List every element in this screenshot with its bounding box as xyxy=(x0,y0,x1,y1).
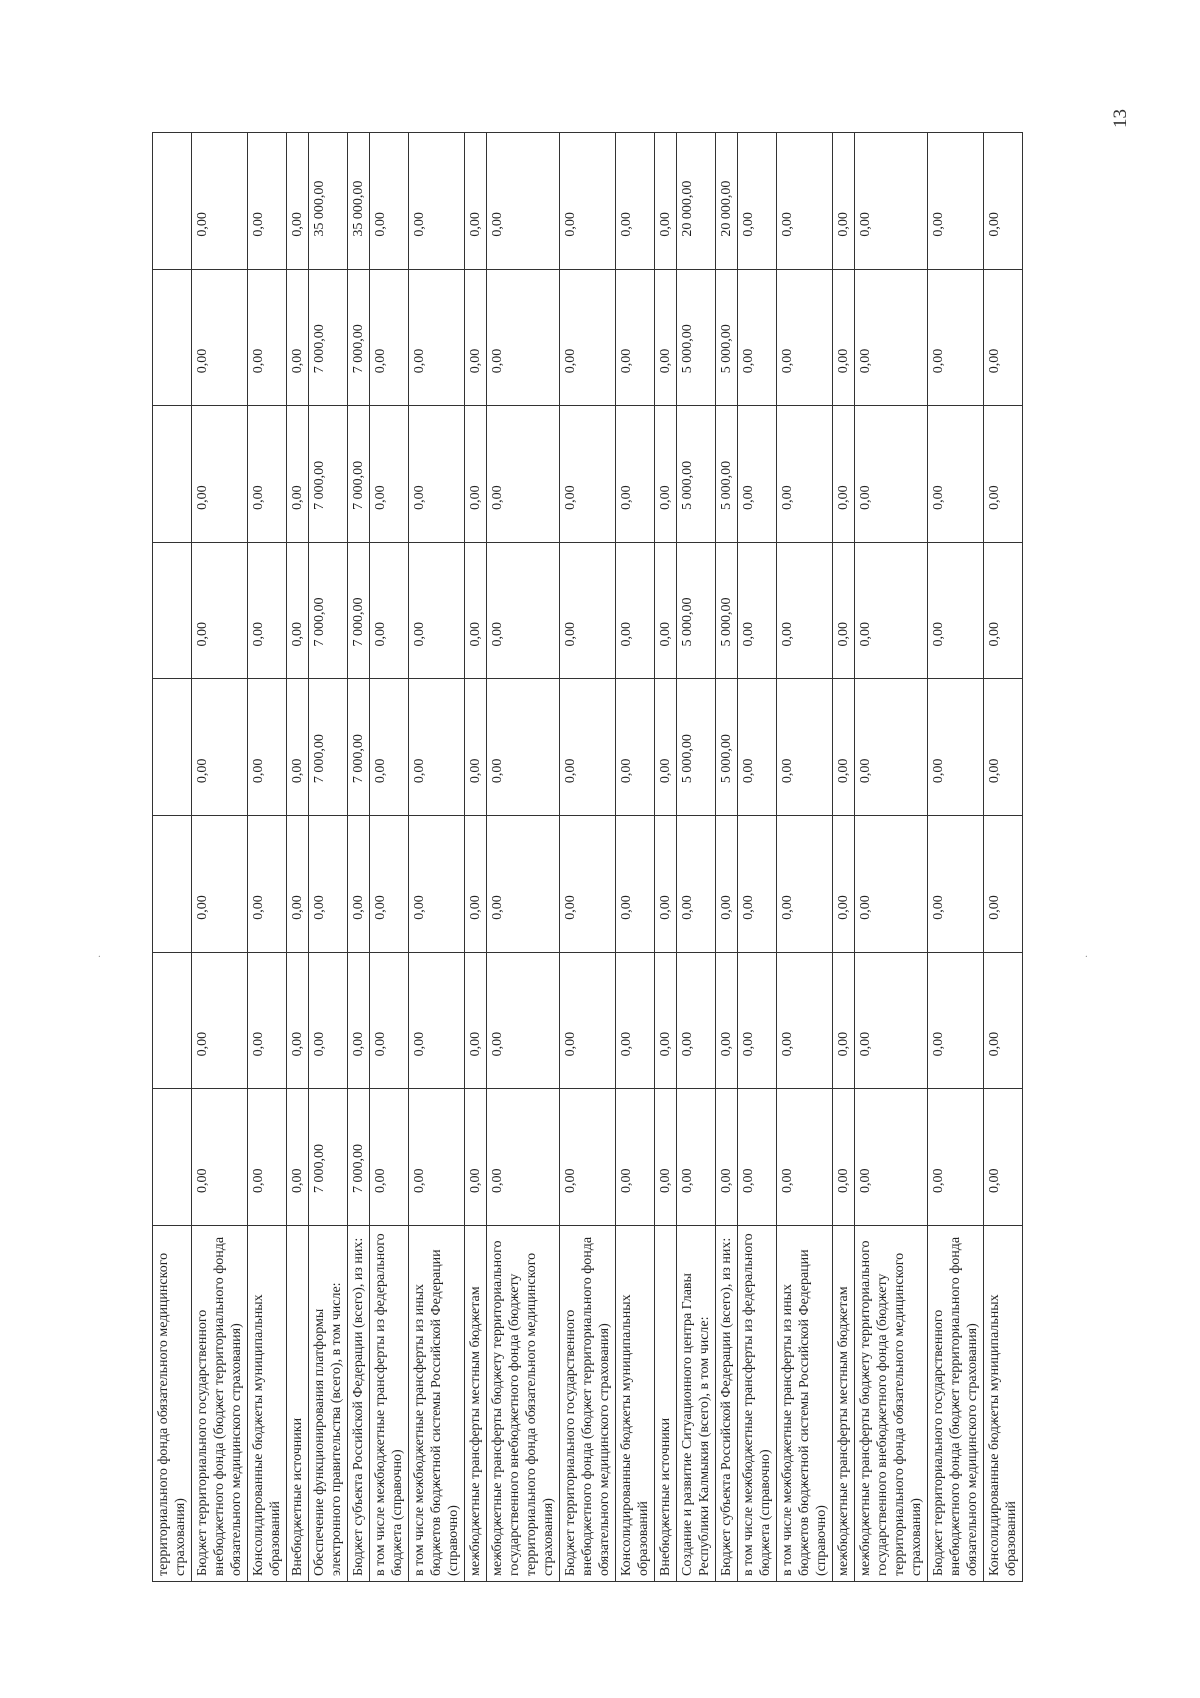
value-cell: 0,00 xyxy=(248,952,287,1089)
table-row xyxy=(716,133,738,1582)
table-row xyxy=(560,133,616,1582)
value-cell: 0,00 xyxy=(465,952,487,1089)
value-cell: 0,00 xyxy=(777,816,833,953)
value-cell: 0,00 xyxy=(487,542,560,679)
table-row xyxy=(153,133,192,1582)
value-cell: 7 000,00 xyxy=(348,679,370,816)
value-cell: 0,00 xyxy=(738,269,777,406)
value-cell: 0,00 xyxy=(655,269,677,406)
value-cell: 7 000,00 xyxy=(348,406,370,543)
value-cell: 0,00 xyxy=(370,406,409,543)
value-cell: 0,00 xyxy=(287,816,309,953)
value-cell: 0,00 xyxy=(833,542,855,679)
value-cell: 0,00 xyxy=(777,406,833,543)
value-cell: 7 000,00 xyxy=(348,1089,370,1226)
table-row xyxy=(984,133,1023,1582)
value-cell: 0,00 xyxy=(738,952,777,1089)
value-cell: 0,00 xyxy=(616,542,655,679)
table-row xyxy=(833,133,855,1582)
value-cell: 0,00 xyxy=(984,542,1023,679)
value-cell: 0,00 xyxy=(370,1089,409,1226)
table-row xyxy=(409,133,465,1582)
value-cell: 7 000,00 xyxy=(348,542,370,679)
table-row xyxy=(465,133,487,1582)
row-label: Внебюджетные источники xyxy=(655,1226,677,1582)
value-cell xyxy=(153,1089,192,1226)
value-cell: 0,00 xyxy=(928,133,984,270)
value-cell: 0,00 xyxy=(192,133,248,270)
value-cell: 0,00 xyxy=(855,269,928,406)
row-label: в том числе межбюджетные трансферты из иных бюджетов бюджетной системы Российской Федерации (справочно) xyxy=(777,1226,833,1582)
value-cell: 5 000,00 xyxy=(677,679,716,816)
value-cell: 0,00 xyxy=(738,679,777,816)
value-cell: 5 000,00 xyxy=(677,542,716,679)
row-label: территориального фонда обязательного медицинского страхования) xyxy=(153,1226,192,1582)
row-label: межбюджетные трансферты бюджету территориального государственного внебюджетного фонда (бюджету территориального фонда обязательного медицинского страхования) xyxy=(487,1226,560,1582)
value-cell: 0,00 xyxy=(287,952,309,1089)
value-cell: 0,00 xyxy=(370,952,409,1089)
value-cell: 5 000,00 xyxy=(677,406,716,543)
row-label: Бюджет территориального государственного внебюджетного фонда (бюджет территориального фонда обязательного медицинского страхования) xyxy=(192,1226,248,1582)
value-cell: 0,00 xyxy=(984,133,1023,270)
value-cell: 0,00 xyxy=(487,133,560,270)
value-cell: 0,00 xyxy=(738,406,777,543)
value-cell: 0,00 xyxy=(928,1089,984,1226)
value-cell: 0,00 xyxy=(409,1089,465,1226)
value-cell: 0,00 xyxy=(855,406,928,543)
table-row xyxy=(348,133,370,1582)
value-cell: 0,00 xyxy=(465,816,487,953)
value-cell: 0,00 xyxy=(560,1089,616,1226)
value-cell: 0,00 xyxy=(616,133,655,270)
table-row xyxy=(777,133,833,1582)
value-cell: 0,00 xyxy=(192,406,248,543)
value-cell: 0,00 xyxy=(409,816,465,953)
value-cell: 0,00 xyxy=(677,952,716,1089)
value-cell: 0,00 xyxy=(984,679,1023,816)
value-cell xyxy=(153,952,192,1089)
row-label: Консолидированные бюджеты муниципальных образований xyxy=(984,1226,1023,1582)
row-label: межбюджетные трансферты местным бюджетам xyxy=(465,1226,487,1582)
value-cell: 0,00 xyxy=(409,679,465,816)
row-label: Создание и развитие Ситуационного центра Главы Республики Калмыкия (всего), в том числе: xyxy=(677,1226,716,1582)
table-row xyxy=(487,133,560,1582)
row-label: Бюджет территориального государственного внебюджетного фонда (бюджет территориального фонда обязательного медицинского страхования) xyxy=(560,1226,616,1582)
value-cell: 0,00 xyxy=(248,816,287,953)
value-cell: 0,00 xyxy=(465,133,487,270)
value-cell: 0,00 xyxy=(560,679,616,816)
value-cell: 0,00 xyxy=(487,269,560,406)
value-cell: 0,00 xyxy=(370,816,409,953)
value-cell: 0,00 xyxy=(928,952,984,1089)
row-label: Консолидированные бюджеты муниципальных образований xyxy=(248,1226,287,1582)
value-cell: 0,00 xyxy=(777,133,833,270)
budget-table xyxy=(152,132,1023,1582)
value-cell: 0,00 xyxy=(560,542,616,679)
value-cell: 0,00 xyxy=(409,269,465,406)
value-cell: 7 000,00 xyxy=(309,406,348,543)
value-cell: 0,00 xyxy=(616,952,655,1089)
value-cell: 0,00 xyxy=(560,269,616,406)
table-row xyxy=(616,133,655,1582)
row-label: в том числе межбюджетные трансферты из иных бюджетов бюджетной системы Российской Федерации (справочно) xyxy=(409,1226,465,1582)
value-cell: 0,00 xyxy=(309,952,348,1089)
value-cell xyxy=(153,406,192,543)
value-cell: 0,00 xyxy=(655,952,677,1089)
value-cell: 7 000,00 xyxy=(348,269,370,406)
page-number: 13 xyxy=(1110,109,1131,128)
value-cell: 0,00 xyxy=(465,406,487,543)
value-cell: 0,00 xyxy=(465,1089,487,1226)
scan-speck: · xyxy=(95,954,106,958)
value-cell: 0,00 xyxy=(309,816,348,953)
value-cell: 0,00 xyxy=(655,133,677,270)
value-cell: 0,00 xyxy=(192,952,248,1089)
value-cell xyxy=(153,269,192,406)
value-cell: 0,00 xyxy=(560,816,616,953)
value-cell: 0,00 xyxy=(348,816,370,953)
value-cell xyxy=(153,679,192,816)
value-cell: 0,00 xyxy=(616,406,655,543)
value-cell: 0,00 xyxy=(833,269,855,406)
value-cell: 0,00 xyxy=(738,816,777,953)
table-row xyxy=(287,133,309,1582)
value-cell: 7 000,00 xyxy=(309,542,348,679)
row-label: Внебюджетные источники xyxy=(287,1226,309,1582)
value-cell: 0,00 xyxy=(984,1089,1023,1226)
value-cell: 0,00 xyxy=(928,542,984,679)
value-cell: 0,00 xyxy=(677,1089,716,1226)
value-cell: 0,00 xyxy=(616,816,655,953)
table-row xyxy=(738,133,777,1582)
value-cell: 0,00 xyxy=(487,679,560,816)
value-cell: 0,00 xyxy=(984,269,1023,406)
value-cell: 0,00 xyxy=(487,1089,560,1226)
row-label: в том числе межбюджетные трансферты из федерального бюджета (справочно) xyxy=(370,1226,409,1582)
row-label: Бюджет субъекта Российской Федерации (всего), из них: xyxy=(348,1226,370,1582)
value-cell xyxy=(153,542,192,679)
table-row xyxy=(370,133,409,1582)
value-cell: 0,00 xyxy=(777,542,833,679)
value-cell: 20 000,00 xyxy=(677,133,716,270)
value-cell: 0,00 xyxy=(984,952,1023,1089)
table-row xyxy=(855,133,928,1582)
value-cell: 0,00 xyxy=(487,816,560,953)
value-cell: 0,00 xyxy=(833,133,855,270)
value-cell: 0,00 xyxy=(370,542,409,679)
value-cell: 35 000,00 xyxy=(309,133,348,270)
value-cell: 0,00 xyxy=(655,679,677,816)
value-cell: 0,00 xyxy=(616,679,655,816)
value-cell: 0,00 xyxy=(984,406,1023,543)
table-row xyxy=(928,133,984,1582)
row-label: Консолидированные бюджеты муниципальных образований xyxy=(616,1226,655,1582)
value-cell: 0,00 xyxy=(287,406,309,543)
row-label: в том числе межбюджетные трансферты из федерального бюджета (справочно) xyxy=(738,1226,777,1582)
value-cell: 0,00 xyxy=(248,133,287,270)
value-cell: 0,00 xyxy=(928,269,984,406)
value-cell: 0,00 xyxy=(855,952,928,1089)
value-cell: 0,00 xyxy=(248,1089,287,1226)
value-cell: 0,00 xyxy=(716,952,738,1089)
value-cell: 0,00 xyxy=(192,816,248,953)
value-cell: 0,00 xyxy=(928,679,984,816)
budget-table-body xyxy=(153,133,1023,1582)
value-cell: 0,00 xyxy=(287,1089,309,1226)
value-cell: 0,00 xyxy=(409,133,465,270)
row-label: Бюджет территориального государственного внебюджетного фонда (бюджет территориального фонда обязательного медицинского страхования) xyxy=(928,1226,984,1582)
value-cell: 0,00 xyxy=(833,816,855,953)
value-cell: 0,00 xyxy=(487,952,560,1089)
value-cell: 0,00 xyxy=(855,133,928,270)
value-cell: 0,00 xyxy=(560,952,616,1089)
value-cell: 0,00 xyxy=(287,679,309,816)
table-row xyxy=(248,133,287,1582)
value-cell: 0,00 xyxy=(855,1089,928,1226)
value-cell: 5 000,00 xyxy=(716,269,738,406)
value-cell: 0,00 xyxy=(777,1089,833,1226)
value-cell: 0,00 xyxy=(287,269,309,406)
value-cell: 0,00 xyxy=(655,406,677,543)
value-cell: 0,00 xyxy=(248,406,287,543)
value-cell: 0,00 xyxy=(616,1089,655,1226)
value-cell: 0,00 xyxy=(833,952,855,1089)
value-cell: 5 000,00 xyxy=(716,406,738,543)
value-cell xyxy=(153,133,192,270)
value-cell: 0,00 xyxy=(409,542,465,679)
value-cell: 0,00 xyxy=(192,269,248,406)
value-cell: 0,00 xyxy=(616,269,655,406)
value-cell: 0,00 xyxy=(655,542,677,679)
value-cell: 35 000,00 xyxy=(348,133,370,270)
value-cell: 0,00 xyxy=(833,406,855,543)
value-cell: 0,00 xyxy=(777,952,833,1089)
value-cell: 0,00 xyxy=(777,269,833,406)
value-cell: 0,00 xyxy=(192,542,248,679)
value-cell: 0,00 xyxy=(716,816,738,953)
value-cell: 0,00 xyxy=(348,952,370,1089)
value-cell: 0,00 xyxy=(928,816,984,953)
table-row xyxy=(192,133,248,1582)
value-cell: 0,00 xyxy=(409,406,465,543)
value-cell: 5 000,00 xyxy=(677,269,716,406)
value-cell: 20 000,00 xyxy=(716,133,738,270)
value-cell: 0,00 xyxy=(560,133,616,270)
value-cell: 0,00 xyxy=(855,816,928,953)
value-cell: 0,00 xyxy=(833,679,855,816)
value-cell: 0,00 xyxy=(560,406,616,543)
value-cell: 0,00 xyxy=(984,816,1023,953)
value-cell: 0,00 xyxy=(855,542,928,679)
value-cell: 0,00 xyxy=(738,133,777,270)
value-cell: 0,00 xyxy=(738,1089,777,1226)
table-row xyxy=(677,133,716,1582)
value-cell: 0,00 xyxy=(370,269,409,406)
value-cell: 0,00 xyxy=(465,542,487,679)
value-cell: 7 000,00 xyxy=(309,679,348,816)
row-label: межбюджетные трансферты бюджету территориального государственного внебюджетного фонда (бюджету территориального фонда обязательного медицинского страхования) xyxy=(855,1226,928,1582)
value-cell: 0,00 xyxy=(487,406,560,543)
value-cell: 0,00 xyxy=(465,679,487,816)
row-label: межбюджетные трансферты местным бюджетам xyxy=(833,1226,855,1582)
value-cell: 0,00 xyxy=(855,679,928,816)
value-cell: 0,00 xyxy=(738,542,777,679)
value-cell: 0,00 xyxy=(655,816,677,953)
row-label: Обеспечение функционирования платформы электронного правительства (всего), в том числе: xyxy=(309,1226,348,1582)
value-cell: 5 000,00 xyxy=(716,679,738,816)
value-cell: 0,00 xyxy=(287,542,309,679)
scan-speck: · xyxy=(1082,954,1093,958)
value-cell: 0,00 xyxy=(370,133,409,270)
value-cell: 0,00 xyxy=(655,1089,677,1226)
value-cell: 0,00 xyxy=(777,679,833,816)
value-cell: 0,00 xyxy=(248,679,287,816)
value-cell: 0,00 xyxy=(370,679,409,816)
value-cell: 0,00 xyxy=(833,1089,855,1226)
value-cell: 7 000,00 xyxy=(309,269,348,406)
value-cell: 0,00 xyxy=(677,816,716,953)
value-cell: 0,00 xyxy=(192,1089,248,1226)
value-cell: 0,00 xyxy=(287,133,309,270)
value-cell: 0,00 xyxy=(409,952,465,1089)
value-cell: 0,00 xyxy=(248,269,287,406)
table-row xyxy=(309,133,348,1582)
value-cell: 0,00 xyxy=(716,1089,738,1226)
value-cell xyxy=(153,816,192,953)
table-row xyxy=(655,133,677,1582)
value-cell: 0,00 xyxy=(192,679,248,816)
value-cell: 0,00 xyxy=(928,406,984,543)
value-cell: 0,00 xyxy=(465,269,487,406)
value-cell: 0,00 xyxy=(248,542,287,679)
row-label: Бюджет субъекта Российской Федерации (всего), из них: xyxy=(716,1226,738,1582)
value-cell: 5 000,00 xyxy=(716,542,738,679)
value-cell: 7 000,00 xyxy=(309,1089,348,1226)
